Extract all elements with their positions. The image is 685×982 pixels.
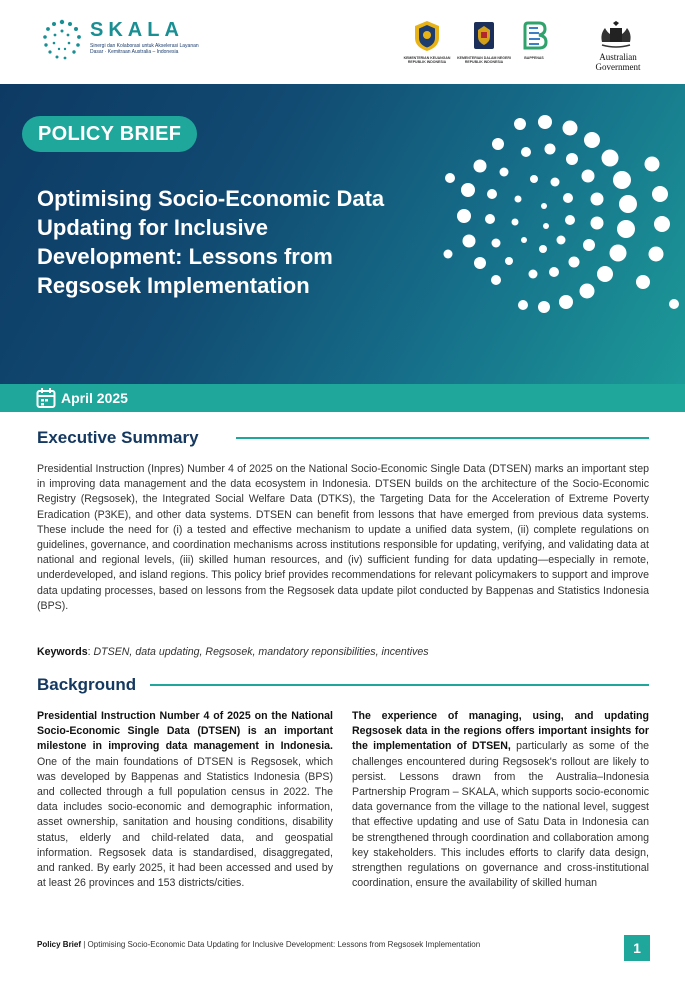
background-column-left <box>37 709 333 891</box>
partner-bappenas <box>514 20 554 64</box>
kemendagri-emblem-icon <box>469 20 499 52</box>
background-column-right <box>352 709 649 931</box>
partner-kemenkeu <box>402 20 452 64</box>
partner-caption: KEMENTERIAN DALAM NEGERI REPUBLIK INDONESIA <box>457 56 511 64</box>
background-right-lead: The experience of managing, using, and updating Regsosek data in the regions offers important insights for the implementation of DTSEN, <box>352 710 649 753</box>
partner-kemendagri <box>456 20 512 64</box>
page-footer <box>37 940 597 949</box>
executive-summary-body: Presidential Instruction (Inpres) Number 4 of 2025 on the National Socio-Economic Single Data (DTSEN) marks an important step in improving data management and the data ecosystem in Indonesia. DTSEN builds on the architecture of the Socio-Economic Registry (Regsosek), the Integrated Social Welfare Data (DTKS), the Targeting Data for the Acceleration of Extreme Poverty Eradication (P3KE), and other data systems. DTSEN can benefit from lessons that have emerged from previous data systems. These include the need for (i) a tested and effective mechanism to update a unified data system, (ii) complete regulations on guidelines, governance, and coordination mechanisms across institutions responsible for updating, verifying, and validating data at national and regional levels, (iii) skilled human resources, and (iv) sufficient funding for data updating—especially in remote, underdeveloped, and island regions. This policy brief provides recommendations for relevant policymakers to support and improve data updating processes, based on lessons from the Regsosek data update pilot conducted by Bappenas and Statistics Indonesia (BPS). <box>37 463 649 612</box>
hero-banner <box>0 84 685 384</box>
footer-title: Optimising Socio-Economic Data Updating for Inclusive Development: Lessons from Regsosek Implementation <box>87 940 481 949</box>
calendar-icon <box>36 387 56 409</box>
date-band <box>0 384 685 412</box>
footer-label: Policy Brief <box>37 940 82 949</box>
section-divider <box>236 437 649 439</box>
australian-crest-icon <box>598 20 634 50</box>
background-right-text: particularly as some of the challenges encountered during Regsosek's rollout are likely to persist. Lessons drawn from the Australia–Indonesia Partnership Program – SKALA, which supports socio-economic data governance from the village to the national level, suggest that effective updating and use of Satu Data in Indonesia can be strengthened through coordination and collaboration among key stakeholders. This includes efforts to clarify data design, strengthen regulations on governance and cross-institutional coordination, ensure the availability of skilled human <box>352 740 649 890</box>
keywords-label: Keywords <box>37 646 88 658</box>
kemenkeu-emblem-icon <box>412 20 442 52</box>
skala-logo <box>40 18 200 62</box>
partner-caption: KEMENTERIAN KEUANGAN REPUBLIK INDONESIA <box>403 56 451 64</box>
australian-government-text: Australian Government <box>595 52 641 72</box>
background-left-text: One of the main foundations of DTSEN is Regsosek, which was developed by Bappenas and Statistics Indonesia (BPS) and collected through a full population census in 2022. The data includes socio-economic and demographic information, asset ownership, sanitation and housing conditions, disability status, elderly and child-related data, and geospatial information. Regsosek data is standardised, disaggregated, and ranked. By early 2025, it had been accessed and used by at least 26 provinces and 153 districts/cities. <box>37 755 333 890</box>
header-logos <box>0 0 685 84</box>
keywords-values: DTSEN, data updating, Regsosek, mandatory reponsibilities, incentives <box>93 646 429 658</box>
publication-date: April 2025 <box>61 390 128 406</box>
section-heading-executive-summary: Executive Summary <box>37 428 199 447</box>
skala-name: SKALA <box>90 19 184 41</box>
page-title: Optimising Socio-Economic Data Updating for Inclusive Development: Lessons from Regsosek Implementation <box>37 186 385 298</box>
keywords-line <box>37 646 649 658</box>
section-divider <box>150 684 649 686</box>
background-left-lead: Presidential Instruction Number 4 of 2025 on the National Socio-Economic Single Data (DTSEN) is an important milestone in improving data management in Indonesia. <box>37 710 333 753</box>
bappenas-logo-icon <box>519 20 549 52</box>
footer-separator: | <box>81 940 88 949</box>
decorative-dots-pattern <box>440 104 685 334</box>
skala-tagline: Sinergi dan Kolaborasi untuk Akselerasi Layanan Dasar · Kemitraan Australia – Indonesia <box>90 43 199 55</box>
partner-caption: BAPPENAS <box>524 56 544 60</box>
policy-brief-label: POLICY BRIEF <box>22 116 197 152</box>
skala-dots-icon <box>40 18 84 62</box>
australian-government-logo <box>578 20 658 72</box>
page-number: 1 <box>624 935 650 961</box>
keywords-colon: : <box>87 646 94 658</box>
section-heading-background: Background <box>37 675 137 694</box>
